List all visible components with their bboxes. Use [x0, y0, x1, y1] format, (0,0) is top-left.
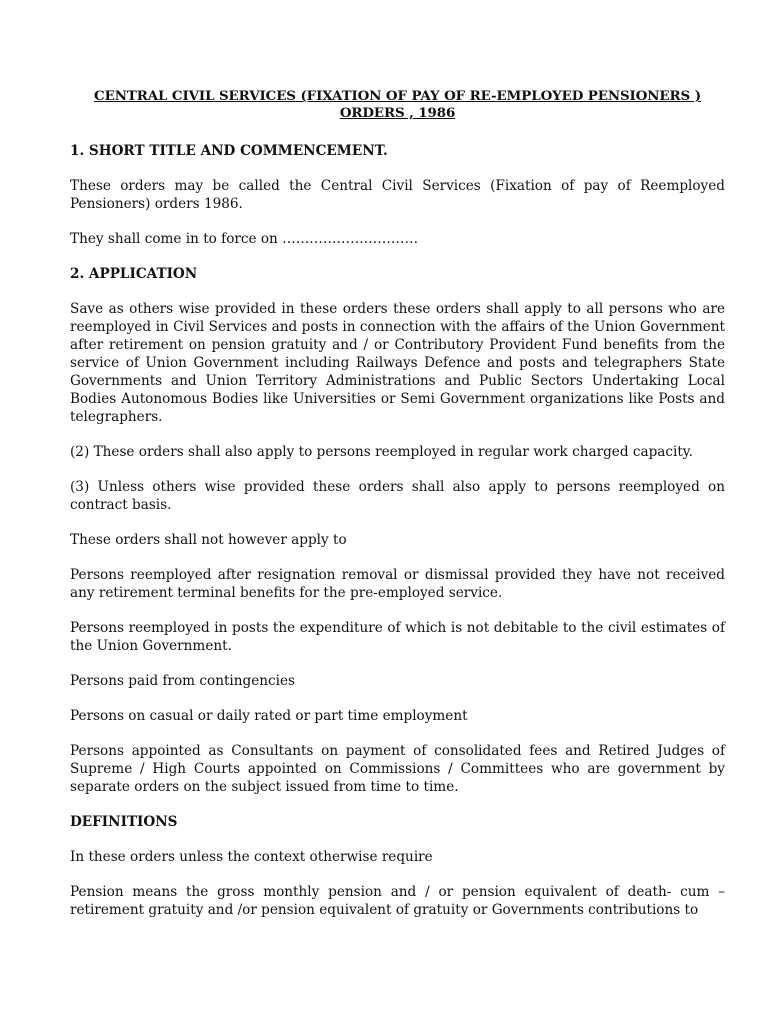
- section2-para8: Persons on casual or daily rated or part time employment: [70, 708, 468, 724]
- section2-heading: 2. APPLICATION: [70, 266, 198, 282]
- section2-para4: These orders shall not however apply to: [70, 532, 347, 548]
- section1-para2: They shall come in to force on …………………………: [70, 231, 419, 247]
- document-title: [70, 88, 725, 122]
- section2-para3: (3) Unless others wise provided these orders shall also apply to persons reemployed on contract basis.: [70, 479, 725, 513]
- section2-para1: Save as others wise provided in these orders these orders shall apply to all persons who are reemployed in Civil Services and posts in connection with the affairs of the Union Government after retirement on pension gratuity and / or Contributory Provident Fund benefits from the service of Union Government including Railways Defence and posts and telegraphers State Governments and Union Territory Administrations and Public Sectors Undertaking Local Bodies Autonomous Bodies like Universities or Semi Government organizations like Posts and telegraphers.: [70, 301, 725, 425]
- definitions-para1: In these orders unless the context otherwise require: [70, 849, 433, 865]
- document-page: [70, 88, 725, 936]
- section2-para5: Persons reemployed after resignation removal or dismissal provided they have not received any retirement terminal benefits for the pre-employed service.: [70, 567, 725, 601]
- section1-heading: 1. SHORT TITLE AND COMMENCEMENT.: [70, 143, 388, 159]
- section2-para7: Persons paid from contingencies: [70, 673, 295, 689]
- title-line-1: CENTRAL CIVIL SERVICES (FIXATION OF PAY OF RE-EMPLOYED PENSIONERS ): [94, 88, 701, 104]
- section1-para1: These orders may be called the Central Civil Services (Fixation of pay of Reemployed Pensioners) orders 1986.: [70, 178, 725, 212]
- definitions-para2: Pension means the gross monthly pension and / or pension equivalent of death- cum –retirement gratuity and /or pension equivalent of gratuity or Governments contributions to: [70, 884, 725, 918]
- section2-para6: Persons reemployed in posts the expenditure of which is not debitable to the civil estimates of the Union Government.: [70, 620, 725, 654]
- definitions-heading: DEFINITIONS: [70, 814, 178, 830]
- section2-para9: Persons appointed as Consultants on payment of consolidated fees and Retired Judges of Supreme / High Courts appointed on Commissions / Committees who are government by separate orders on the subject issued from time to time.: [70, 743, 725, 795]
- section2-para2: (2) These orders shall also apply to persons reemployed in regular work charged capacity.: [70, 444, 693, 460]
- title-line-2: ORDERS , 1986: [339, 105, 456, 121]
